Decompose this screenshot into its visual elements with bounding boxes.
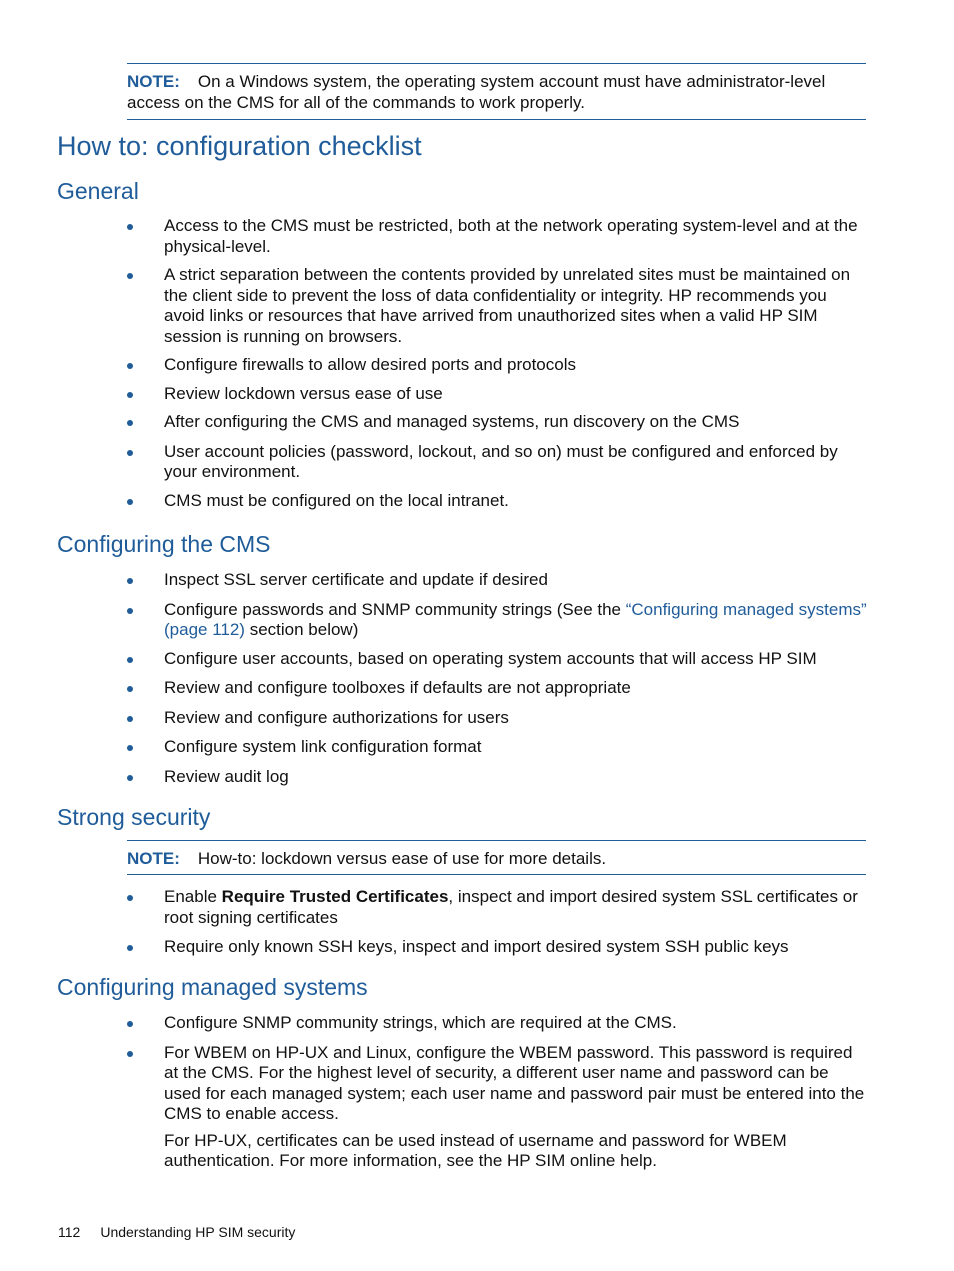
bullet-icon: [127, 1051, 133, 1057]
note-box: [127, 63, 866, 120]
bullet-icon: [127, 273, 133, 279]
list-item: Require only known SSH keys, inspect and import desired system SSH public keys: [127, 937, 868, 958]
page-title: How to: configuration checklist: [57, 131, 422, 161]
note-label: NOTE:: [127, 849, 180, 868]
bullet-icon: [127, 895, 133, 901]
general-list: [127, 216, 868, 511]
section-heading-configuring-cms: Configuring the CMS: [57, 531, 271, 557]
list-item: CMS must be configured on the local intranet.: [127, 491, 868, 512]
list-item: Review audit log: [127, 767, 868, 788]
list-item: Configure user accounts, based on operating system accounts that will access HP SIM: [127, 649, 868, 670]
list-item: Configure SNMP community strings, which are required at the CMS.: [127, 1013, 868, 1034]
section-heading-general: General: [57, 178, 139, 204]
bullet-icon: [127, 775, 133, 781]
list-item: Access to the CMS must be restricted, both at the network operating system-level and at the physical-level.: [127, 216, 868, 257]
bullet-icon: [127, 224, 133, 230]
page-footer: [58, 1223, 295, 1241]
cms-list: [127, 570, 868, 787]
bullet-icon: [127, 450, 133, 456]
bullet-icon: [127, 363, 133, 369]
list-item: User account policies (password, lockout, and so on) must be configured and enforced by your environment.: [127, 442, 868, 483]
page-number: 112: [58, 1224, 81, 1240]
list-item: After configuring the CMS and managed systems, run discovery on the CMS: [127, 412, 868, 433]
section-heading-configuring-managed-systems: Configuring managed systems: [57, 974, 368, 1000]
note-text: On a Windows system, the operating system account must have administrator-level access on the CMS for all of the commands to work properly.: [127, 72, 826, 112]
bullet-icon: [127, 686, 133, 692]
strong-list: [127, 887, 868, 958]
list-item: Configure firewalls to allow desired ports and protocols: [127, 355, 868, 376]
note-text: How-to: lockdown versus ease of use for more details.: [197, 849, 607, 868]
bullet-icon: [127, 745, 133, 751]
list-item: Inspect SSL server certificate and update if desired: [127, 570, 868, 591]
bullet-icon: [127, 1021, 133, 1027]
configuring-managed-systems-link[interactable]: “Configuring managed systems” (page 112): [164, 599, 867, 639]
bullet-icon: [127, 392, 133, 398]
managed-list: [127, 1013, 868, 1172]
bullet-icon: [127, 578, 133, 584]
section-heading-strong-security: Strong security: [57, 804, 211, 830]
bullet-icon: [127, 499, 133, 505]
list-item: Review and configure authorizations for users: [127, 708, 868, 729]
bullet-icon: [127, 945, 133, 951]
bullet-icon: [127, 608, 133, 614]
bullet-icon: [127, 657, 133, 663]
list-item: Review lockdown versus ease of use: [127, 384, 868, 405]
strong-note-box: [127, 840, 866, 875]
list-item: For WBEM on HP-UX and Linux, configure the WBEM password. This password is required at the CMS. For the highest level of security, a different user name and password can be used for each managed system; each user name and password pair must be entered into the CMS to enable access. For HP-UX, certificates can be used instead of username and password for WBEM authentication. For more information, see the HP SIM online help.: [127, 1043, 868, 1172]
bullet-icon: [127, 420, 133, 426]
list-item: Configure passwords and SNMP community strings (See the “Configuring managed systems” (page 112) section below): [127, 600, 868, 641]
note-label: NOTE:: [127, 72, 180, 91]
list-item: Review and configure toolboxes if defaults are not appropriate: [127, 678, 868, 699]
list-item: Configure system link configuration format: [127, 737, 868, 758]
sub-paragraph: For HP-UX, certificates can be used instead of username and password for WBEM authentication. For more information, see the HP SIM online help.: [164, 1130, 787, 1170]
bullet-icon: [127, 716, 133, 722]
list-item: Enable Require Trusted Certificates, inspect and import desired system SSL certificates or root signing certificates: [127, 887, 868, 928]
footer-section-title: Understanding HP SIM security: [100, 1224, 296, 1240]
list-item: A strict separation between the contents provided by unrelated sites must be maintained on the client side to prevent the loss of data confidentiality or integrity. HP recommends you avoid links or resources that have arrived from unauthorized sites when a valid HP SIM session is running on browsers.: [127, 265, 868, 347]
